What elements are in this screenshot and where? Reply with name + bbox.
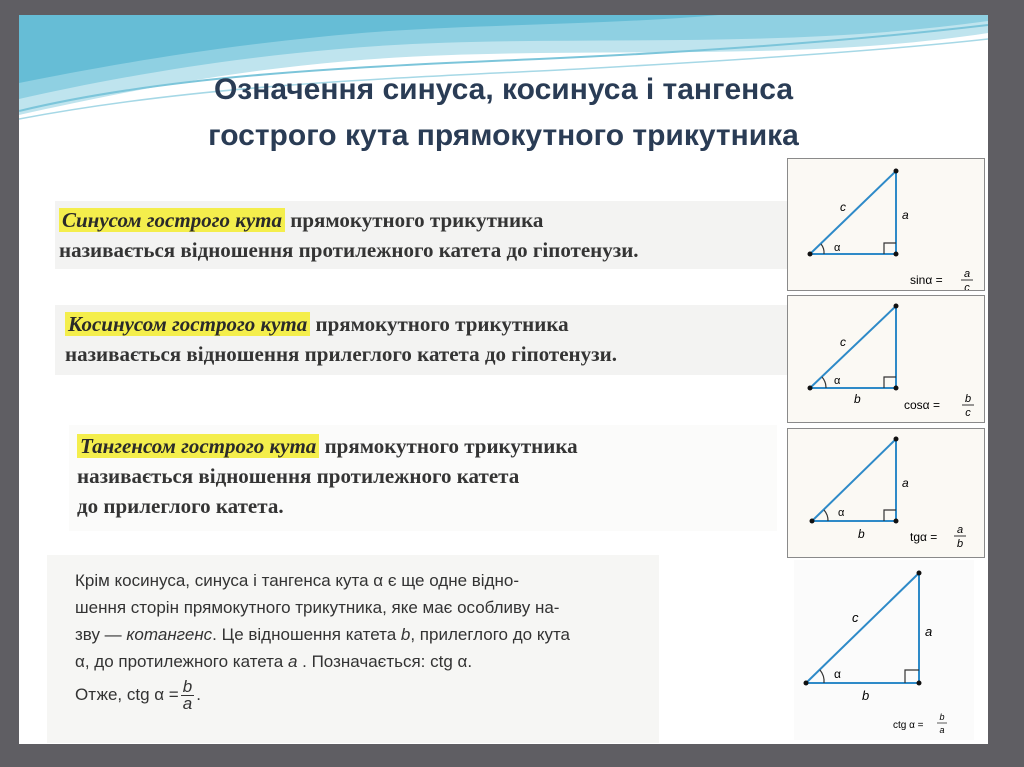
fig4-label-leg: a	[925, 624, 933, 639]
fig1-formula-lhs: sinα =	[910, 273, 943, 287]
note-line4-c: . Позначається: ctg α.	[297, 652, 473, 671]
note-line3-b-var: b	[400, 625, 411, 644]
fig4-label-base: b	[862, 688, 870, 703]
definition-sine-rest: прямокутного трикутника	[290, 208, 544, 232]
fig1-label-leg: a	[902, 208, 909, 222]
fig2-label-angle: α	[834, 375, 841, 387]
definition-cosine-line2: називається відношення прилеглого катета до гіпотенузи.	[65, 342, 617, 366]
fig4-formula-num: b	[939, 712, 945, 722]
slide-title-line1: Означення синуса, косинуса і тангенса	[213, 73, 794, 106]
definition-cosine-line1	[65, 309, 797, 339]
note-line1: Крім косинуса, синуса і тангенса кута α є ще одне відно-	[75, 571, 520, 590]
definition-tangent-line2: називається відношення протилежного катета	[77, 464, 520, 488]
note-line5	[75, 679, 659, 712]
cotangent-triangle-diagram	[794, 560, 974, 740]
note-formula-end: .	[196, 684, 201, 704]
note-line4	[75, 648, 659, 675]
header-wave-decoration	[19, 15, 988, 125]
note-line4-a: α, до протилежного катета	[75, 652, 288, 671]
definition-cosine-rest: прямокутного трикутника	[315, 312, 569, 336]
note-line3-a: зву —	[75, 625, 127, 644]
tangent-triangle-diagram	[788, 429, 984, 557]
note-line3	[75, 621, 659, 648]
definition-sine-line1	[59, 205, 797, 235]
fig4-formula-den: a	[939, 725, 945, 735]
cosine-triangle-diagram	[788, 296, 984, 422]
fig2-label-hyp: c	[840, 335, 846, 349]
slide-title-line2: гострого кута прямокутного трикутника	[208, 119, 799, 152]
definition-sine-line2: називається відношення протилежного катета до гіпотенузи.	[59, 238, 639, 262]
fig3-formula-lhs: tgα =	[910, 530, 938, 544]
figure-tangent	[787, 428, 985, 558]
term-tangent: Тангенсом гострого кута	[77, 434, 319, 458]
definition-tangent-line1	[77, 431, 777, 461]
note-line3-d: , прилеглого до кута	[410, 625, 571, 644]
note-formula-lhs: Отже, ctg α =	[75, 684, 179, 704]
fig2-formula-num: b	[964, 393, 972, 405]
figure-cosine	[787, 295, 985, 423]
definition-sine	[55, 201, 797, 269]
term-cosine: Косинусом гострого кута	[65, 312, 310, 336]
fig4-formula-lhs: ctg α =	[893, 720, 924, 731]
figure-cotangent	[794, 560, 974, 740]
fig3-label-angle: α	[838, 507, 845, 519]
term-sine: Синусом гострого кута	[59, 208, 285, 232]
fig3-label-leg: a	[902, 476, 909, 490]
definition-tangent	[69, 425, 777, 531]
definition-tangent-line3: до прилеглого катета.	[77, 494, 284, 518]
fig3-formula-num: a	[956, 524, 964, 536]
definition-tangent-rest: прямокутного трикутника	[324, 434, 578, 458]
fig1-formula-den: c	[964, 282, 970, 290]
fig3-formula-den: b	[956, 538, 964, 550]
fig4-label-angle: α	[834, 667, 841, 681]
cotangent-note	[47, 555, 659, 743]
note-formula-fraction	[181, 679, 194, 712]
figure-sine	[787, 158, 985, 291]
note-line3-b: . Це відношення катета	[212, 625, 401, 644]
fig2-formula-lhs: cosα =	[904, 398, 940, 412]
note-formula-den: a	[182, 694, 193, 713]
fig1-formula-num: a	[963, 268, 971, 280]
fig1-label-angle: α	[834, 242, 841, 254]
slide	[19, 15, 988, 744]
fig4-label-hyp: c	[852, 610, 859, 625]
note-line2: шення сторін прямокутного трикутника, яке має особливу на-	[75, 598, 560, 617]
fig1-label-hyp: c	[840, 200, 846, 214]
definition-cosine	[55, 305, 797, 375]
note-formula-num: b	[182, 677, 193, 696]
sine-triangle-diagram	[788, 159, 984, 290]
note-line4-a-var: a	[287, 652, 298, 671]
fig2-label-base: b	[854, 392, 861, 406]
note-term-cotangent: котангенс	[126, 625, 213, 644]
fig2-formula-den: c	[965, 407, 971, 419]
fig3-label-base: b	[858, 527, 865, 541]
